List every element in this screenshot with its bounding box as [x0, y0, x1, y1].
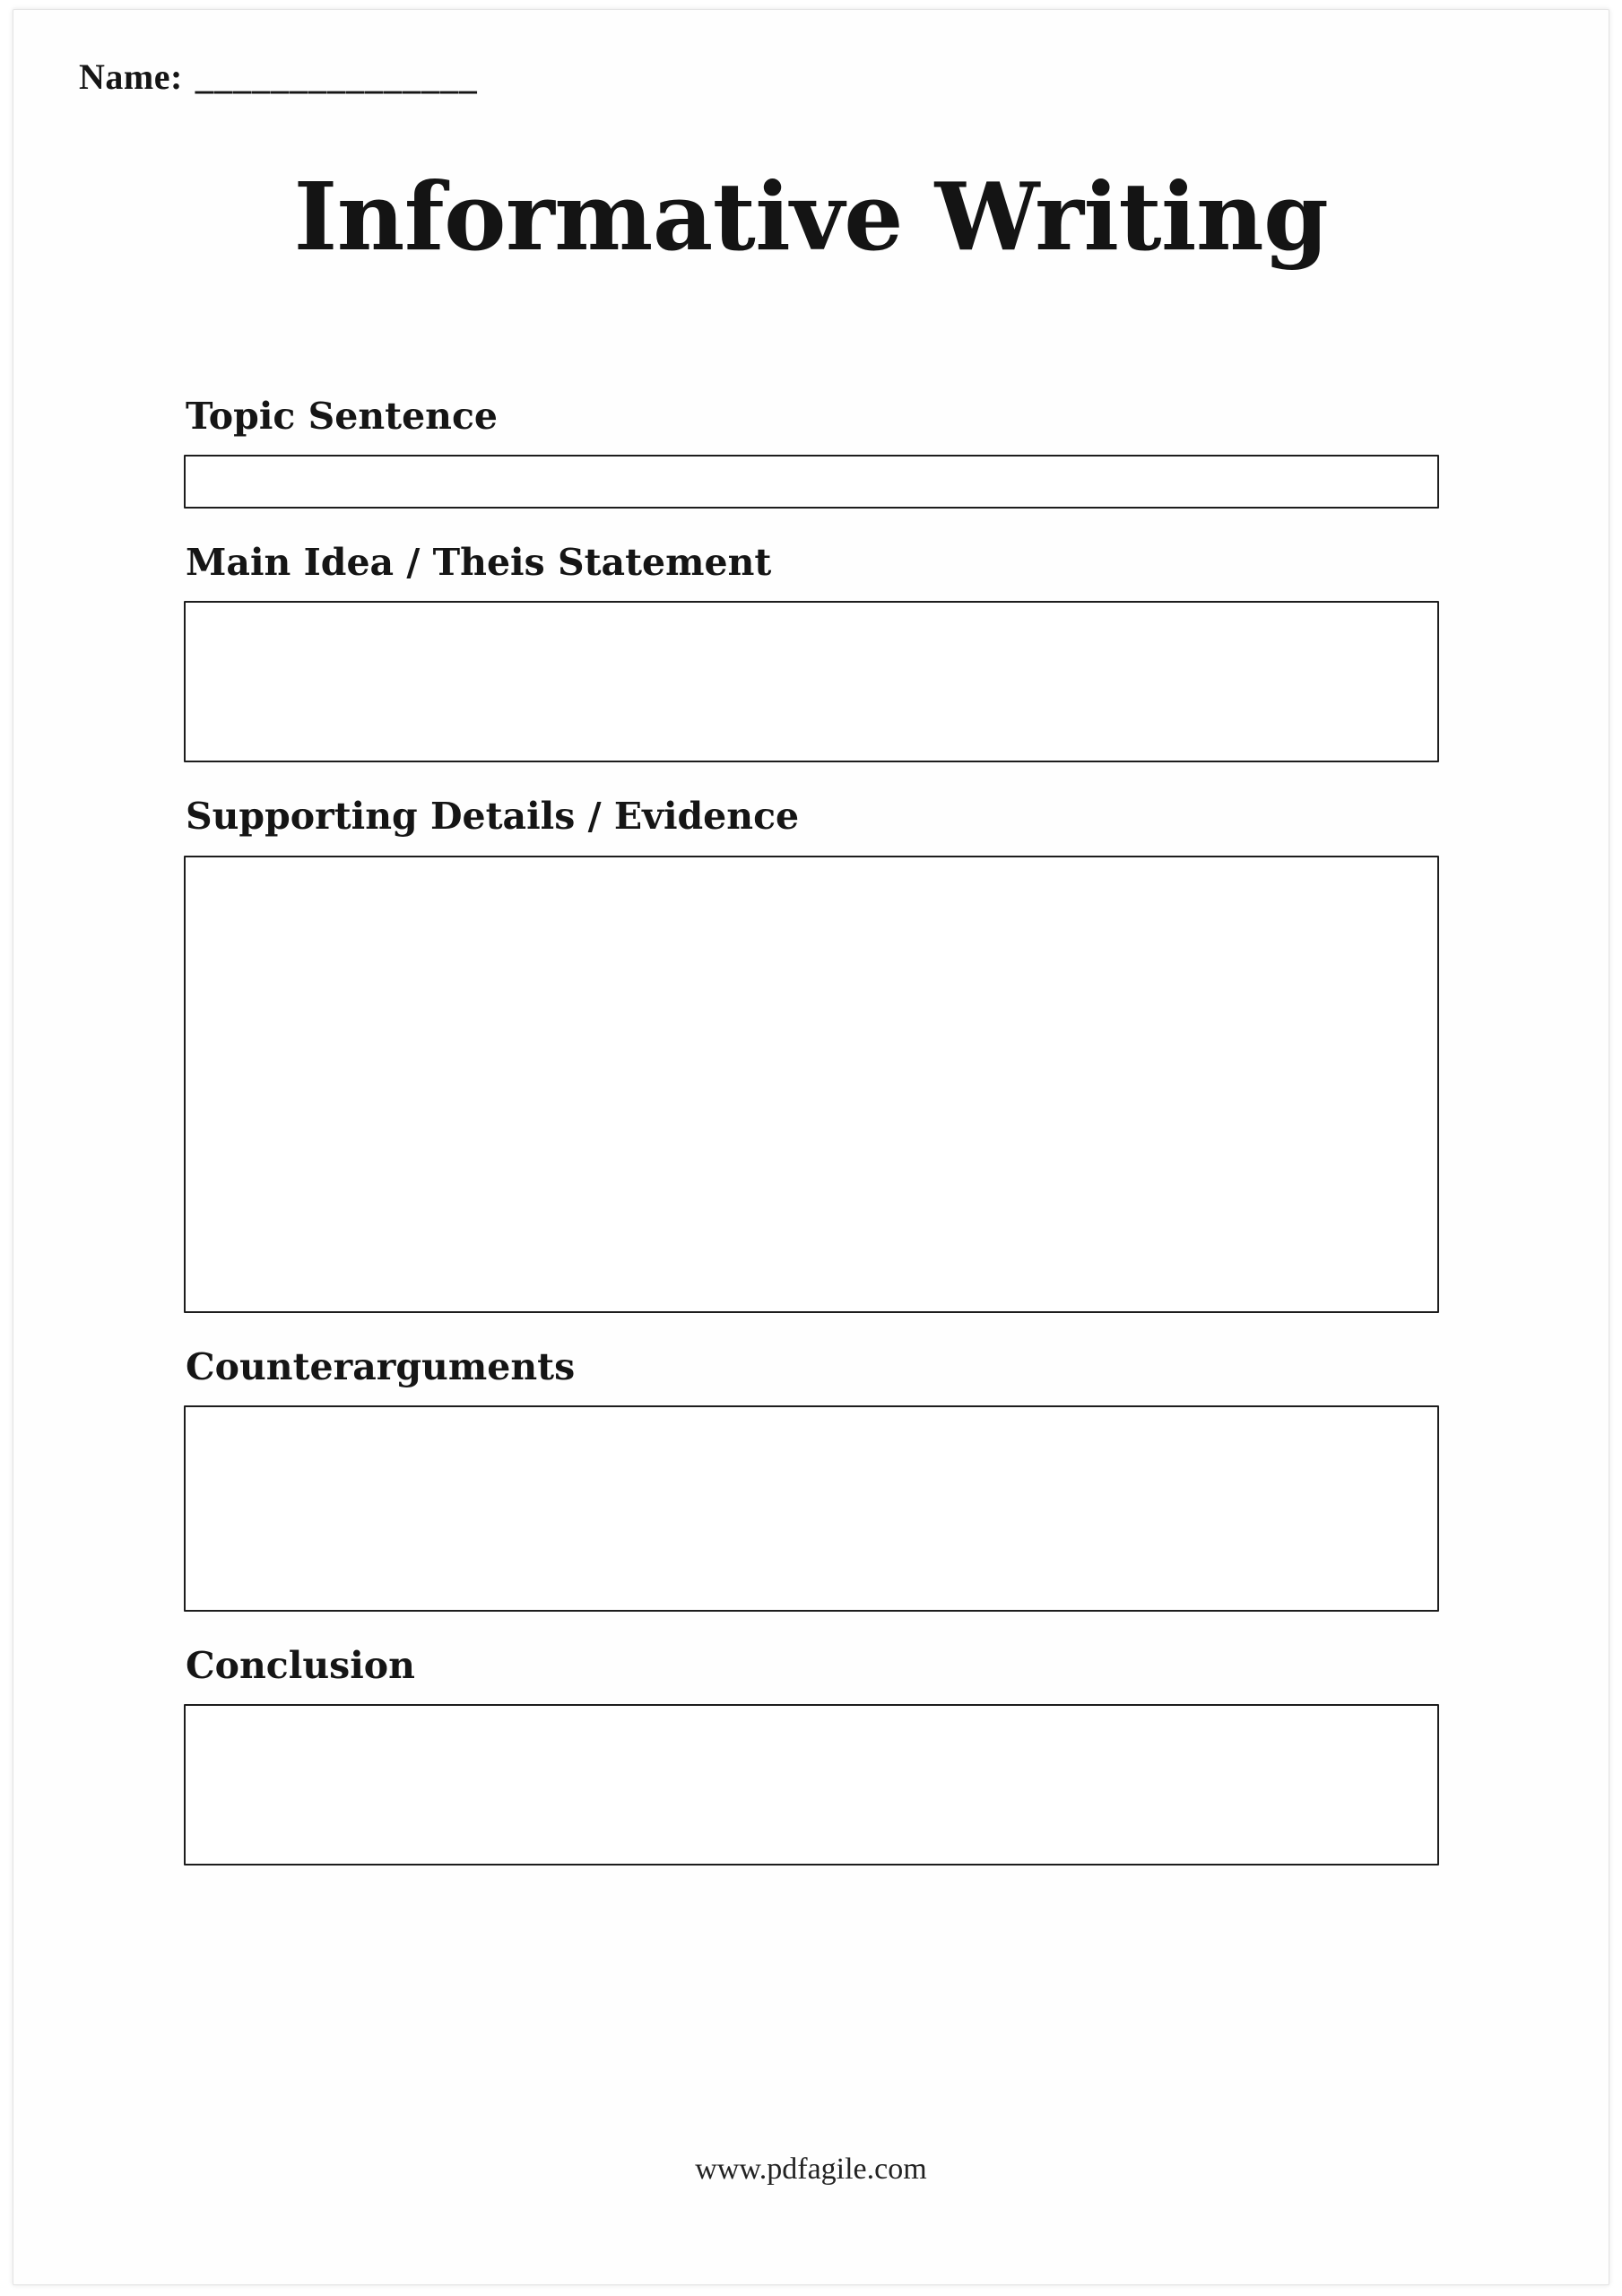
- conclusion-input[interactable]: [184, 1704, 1439, 1866]
- topic-sentence-input[interactable]: [184, 455, 1439, 509]
- name-field-row: [79, 56, 478, 98]
- counterarguments-input[interactable]: [184, 1405, 1439, 1612]
- sections-list: [184, 395, 1439, 1866]
- section-label: Conclusion: [186, 1643, 415, 1687]
- main-idea-input[interactable]: [184, 601, 1439, 762]
- section-main-idea: [184, 541, 1439, 762]
- section-conclusion: [184, 1644, 1439, 1866]
- spacer: [184, 509, 1439, 541]
- supporting-details-input[interactable]: [184, 856, 1439, 1313]
- section-label: Supporting Details / Evidence: [186, 795, 800, 839]
- name-input-blank[interactable]: _______________: [195, 57, 478, 97]
- spacer: [184, 1612, 1439, 1644]
- spacer: [184, 762, 1439, 795]
- page-title: Informative Writing: [293, 161, 1329, 272]
- section-label: Main Idea / Theis Statement: [186, 541, 772, 585]
- spacer: [184, 1313, 1439, 1345]
- section-supporting-details: [184, 795, 1439, 1312]
- section-counterarguments: [184, 1345, 1439, 1612]
- name-label: Name:: [79, 57, 183, 97]
- section-label: Counterarguments: [186, 1344, 576, 1388]
- footer-website: www.pdfagile.com: [695, 2152, 927, 2186]
- section-label: Topic Sentence: [186, 395, 499, 438]
- section-topic-sentence: [184, 395, 1439, 509]
